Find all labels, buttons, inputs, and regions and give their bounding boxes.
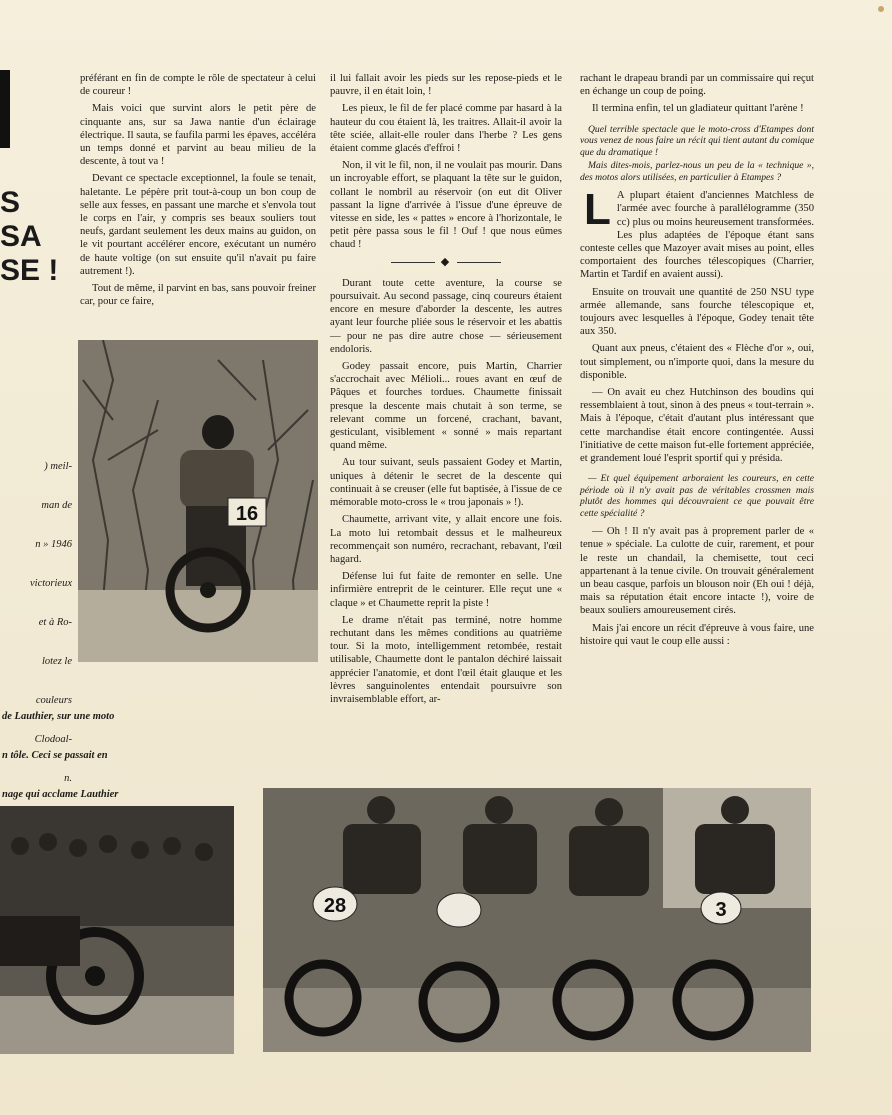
caption-line: Clodoal- <box>34 734 72 745</box>
article-column-3 <box>580 72 814 652</box>
group-number-plate-1: 28 <box>323 895 347 917</box>
column1-paragraph: préférant en fin de compte le rôle de spectateur à celui de coureur ! <box>80 73 316 98</box>
photo-rider-16 <box>78 340 318 662</box>
column3-paragraph: Quant aux pneus, c'étaient des « Flèche d'or », oui, tout simplement, ou n'importe quoi, dans la mesure du disponible. <box>580 343 814 381</box>
rider-photo-illustration <box>78 340 318 662</box>
article-column-2 <box>330 72 562 710</box>
section-ornament: ◆ <box>330 256 562 269</box>
column2-paragraph: Au tour suivant, seuls passaient Godey et Martin, uniques à détenir le secret de la descente qui continuait à se creuser (elle fut baptisée, à l'issue de ce mémorable moto-cross le « trou japonais » !). <box>330 457 562 509</box>
column1-paragraph: Tout de même, il parvint en bas, sans pouvoir freiner car, pour ce faire, <box>80 283 316 308</box>
caption-line: n tôle. Ceci se passait en <box>2 750 108 761</box>
column3-dropcap-paragraph <box>580 185 814 281</box>
dropcap-paragraph-text: A plupart étaient d'anciennes Matchless de l'armée avec fourche à parallélogramme (350 cc) plus ou moins heureusement transformées. Les plus adaptées de l'époque étant sans conteste celles que Mazoyer avait mises au point, elles comportaient des fourches télescopiques (Charrier, Martin et Tardif en avaient aussi). <box>580 190 814 281</box>
column2-paragraph: Non, il vit le fil, non, il ne voulait pas mourir. Dans un incroyable effort, se plaquant la tête sur le guidon, collant le nombril au réservoir (on eut dit Oliver passant la ligne d'arrivée à l'issue d'une épreuve de vitesse en side, les « pattes » encore à l'horizontale, le petit père passa sous le fil ! Ouf ! que nous eûmes chaud ! <box>330 160 562 251</box>
column2-paragraph: Chaumette, arrivant vite, y allait encore une fois. La moto lui retombait dessus et le malheureux recommençait son numéro, recrachant, rebavant, l'œil hagard. <box>330 514 562 565</box>
caption-line: man de <box>41 500 72 511</box>
interview-question: Mais dites-mois, parlez-nous un peu de la « technique », des motos alors utilisées, en particulier à Etampes ? <box>580 160 814 183</box>
column3-paragraph: Il termina enfin, tel un gladiateur quittant l'arène ! <box>592 103 804 115</box>
column3-paragraph: — On avait eu chez Hutchinson des boudins qui ressemblaient à tout, sinon à des pneus « tout-terrain ». Mais à l'époque, c'était d'autant plus intéressant que cette marchandise était encore contingentée. Aussi l'initiative de cette maison fut-elle fortement appréciée, et grandement loué l'esprit sportif qui y présida. <box>580 386 814 464</box>
caption-line: et à Ro- <box>38 617 72 628</box>
caption-line: n. <box>64 773 72 784</box>
crowd-photo-illustration <box>0 806 234 1054</box>
caption-line: nage qui acclame Lauthier <box>2 789 119 800</box>
column3-paragraph: — Oh ! Il n'y avait pas à proprement parler de « tenue » spéciale. La culotte de cuir, rarement, et pour le reste un chandail, la chemisette, tout ceci appartenant à la tenue civile. On trouvait généralement un beau casque, parfois un blouson noir (Eh oui ! déjà, mais sa réputation était encore intacte !), voire de beaux souliers amoureusement cirés. <box>580 526 814 617</box>
caption-line: de Lauthier, sur une moto <box>2 711 115 722</box>
column3-paragraph: rachant le drapeau brandi par un commissaire qui reçut en échange un coup de poing. <box>580 73 814 98</box>
caption-line: lotez le <box>41 656 72 667</box>
interview-question: Quel terrible spectacle que le moto-cross d'Etampes dont vous venez de nous faire un récit qui tient autant du comique que du dramatique ! <box>580 123 814 158</box>
column2-paragraph: Durant toute cette aventure, la course se poursuivait. Au second passage, cinq coureurs étaient encore en mesure d'aborder la descente, les autres ayant leur fourche pliée sous le réservoir et les abattis — pour ne pas dire autre chose — sérieusement endoloris. <box>330 277 562 355</box>
caption-line: n » 1946 <box>35 539 72 550</box>
rider-number-plate: 16 <box>235 503 259 525</box>
headline-edge-bar <box>0 70 10 148</box>
column3-paragraph: Mais j'ai encore un récit d'épreuve à vous faire, une histoire qui vaut le coup elle aussi : <box>580 622 814 647</box>
headline-fragment-3: SE ! <box>0 254 59 287</box>
headline-fragment-1: S <box>0 186 21 219</box>
column2-paragraph: il lui fallait avoir les pieds sur les repose-pieds et le pauvre, il en était loin, ! <box>330 73 562 98</box>
column1-paragraph: Devant ce spectacle exceptionnel, la foule se tenait, haletante. Le pépère prit tout-à-coup un bon coup de selle aux fesses, en passant une marche et s'envola tout le corps en l'air, y compris ses beaux souliers tout neufs, gardant seulement les deux mains au guidon, on le vit pourtant accélérer encore, exécutant un numéro de haute voltige (on sut ensuite qu'il n'avait pu faire autrement !). <box>80 173 316 277</box>
photo-riders-group <box>263 788 811 1052</box>
headline-fragment-2: SA <box>0 220 42 253</box>
column2-paragraph: Le drame n'était pas terminé, notre homme rechutant dans les mêmes conditions au quatrième tour. Si la moto, intelligemment retombée, restait utilisable, Chaumette dont le pantalon déchiré laissait apprécier l'anatomie, et dont l'œil était glauque et les lèvres sanguinolentes entendait poursuivre son invraisemblable effort, ar- <box>330 614 562 705</box>
caption-line: couleurs <box>35 695 72 706</box>
caption-line: victorieux <box>30 578 72 589</box>
group-number-plate-2: 3 <box>715 899 727 921</box>
article-column-1 <box>80 72 316 312</box>
interview-question: — Et quel équipement arboraient les coureurs, en cette période où il n'y avait pas de véritables crossmen mais plutôt des hommes qui découvraient ce que pouvait être cette spécialité ? <box>580 473 814 519</box>
group-photo-illustration <box>263 788 811 1052</box>
column1-paragraph: Mais voici que survint alors le petit père de cinquante ans, sur sa Jawa nantie d'un éclairage électrique. Il sauta, se faufila parmi les épaves, accéléra un temps donné et parvint au beau milieu de la descente, à tout va ! <box>80 103 316 168</box>
column2-paragraph: Les pieux, le fil de fer placé comme par hasard à la hauteur du cou étaient là, les traitres. Allait-il avoir la tête sciée, allait-elle rouler dans l'herbe ? Les gens étaient comme glacés d'effroi ! <box>330 103 562 155</box>
page-corner-mark <box>878 6 884 12</box>
column3-paragraph: Ensuite on trouvait une quantité de 250 NSU type armée allemande, sans fourche télescopique et, toujours avec lesquelles à l'époque, Godey tenait tête aux 350. <box>580 286 814 338</box>
column2-paragraph: Défense lui fut faite de remonter en selle. Une infirmière entreprit de le ceinturer. Elle reçut une « claque » et Chaumette reprit la piste ! <box>330 571 562 609</box>
caption-line: ) meil- <box>44 461 72 472</box>
photo-crowd-motorcycle <box>0 806 234 1054</box>
drop-cap-letter: L <box>584 185 611 235</box>
column2-paragraph: Godey passait encore, puis Martin, Charrier s'accrochait avec Mélioli... roues avant en œuf de Pâques et fourches tordues. Chaumette finissait presque la descente mais chutait à son terme, se relevant comme un forcené, crachant, bavant, gesticulant, visiblement « sonné » mais repartant quand même. <box>330 361 562 452</box>
